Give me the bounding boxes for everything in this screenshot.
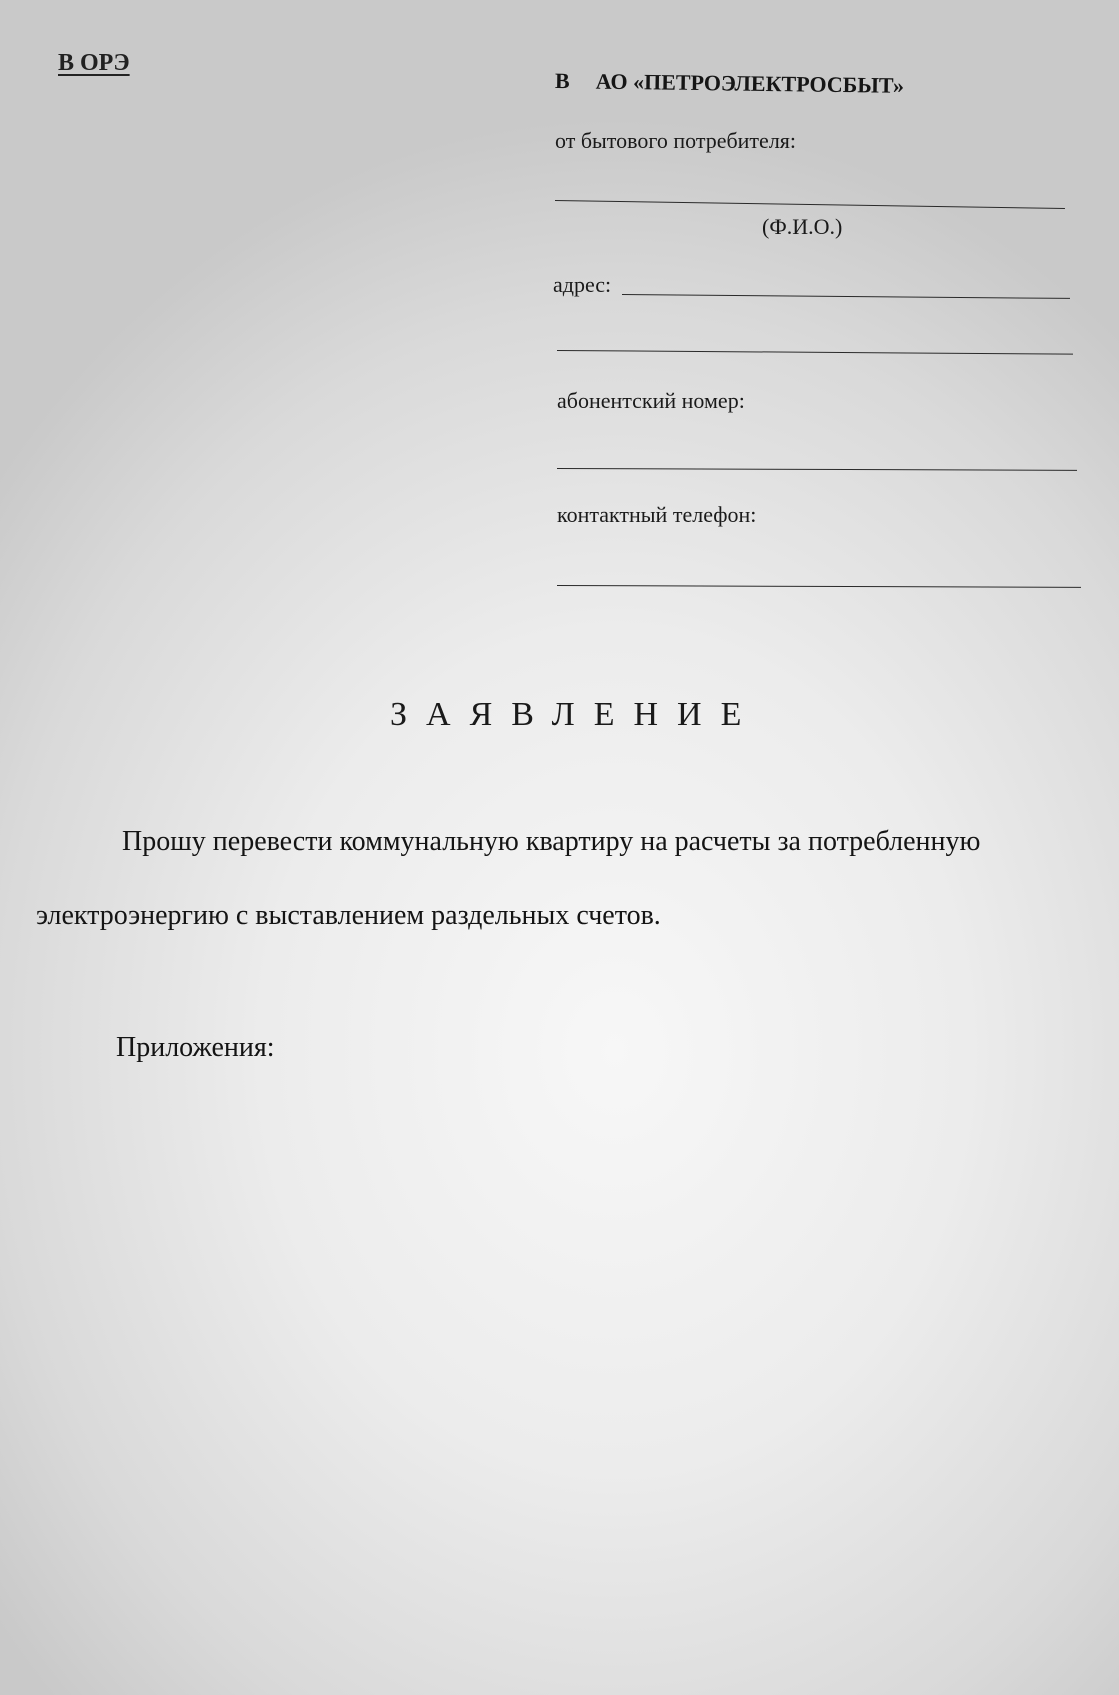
from-consumer-label: от бытового потребителя: [555, 128, 797, 153]
address-line-2[interactable] [557, 350, 1073, 355]
addressee-prefix: В [554, 68, 570, 94]
address-line-1[interactable] [622, 294, 1070, 299]
account-number-line[interactable] [557, 468, 1077, 471]
fio-line[interactable] [555, 200, 1065, 209]
contact-phone-label: контактный телефон: [557, 502, 757, 527]
addressee-org: АО «ПЕТРОЭЛЕКТРОСБЫТ» [595, 68, 905, 98]
account-number-label: абонентский номер: [557, 388, 745, 413]
department-label: В ОРЭ [58, 50, 130, 76]
fio-caption: (Ф.И.О.) [762, 214, 843, 239]
addressee [555, 68, 904, 99]
document-title: ЗАЯВЛЕНИЕ [390, 696, 761, 733]
attachments-label: Приложения: [116, 1032, 275, 1063]
address-label: адрес: [553, 272, 612, 297]
body-text-line-1: Прошу перевести коммунальную квартиру на расчеты за потребленную [122, 826, 981, 857]
contact-phone-line[interactable] [557, 585, 1081, 588]
body-text-line-2: электроэнергию с выставлением раздельных счетов. [36, 900, 661, 931]
